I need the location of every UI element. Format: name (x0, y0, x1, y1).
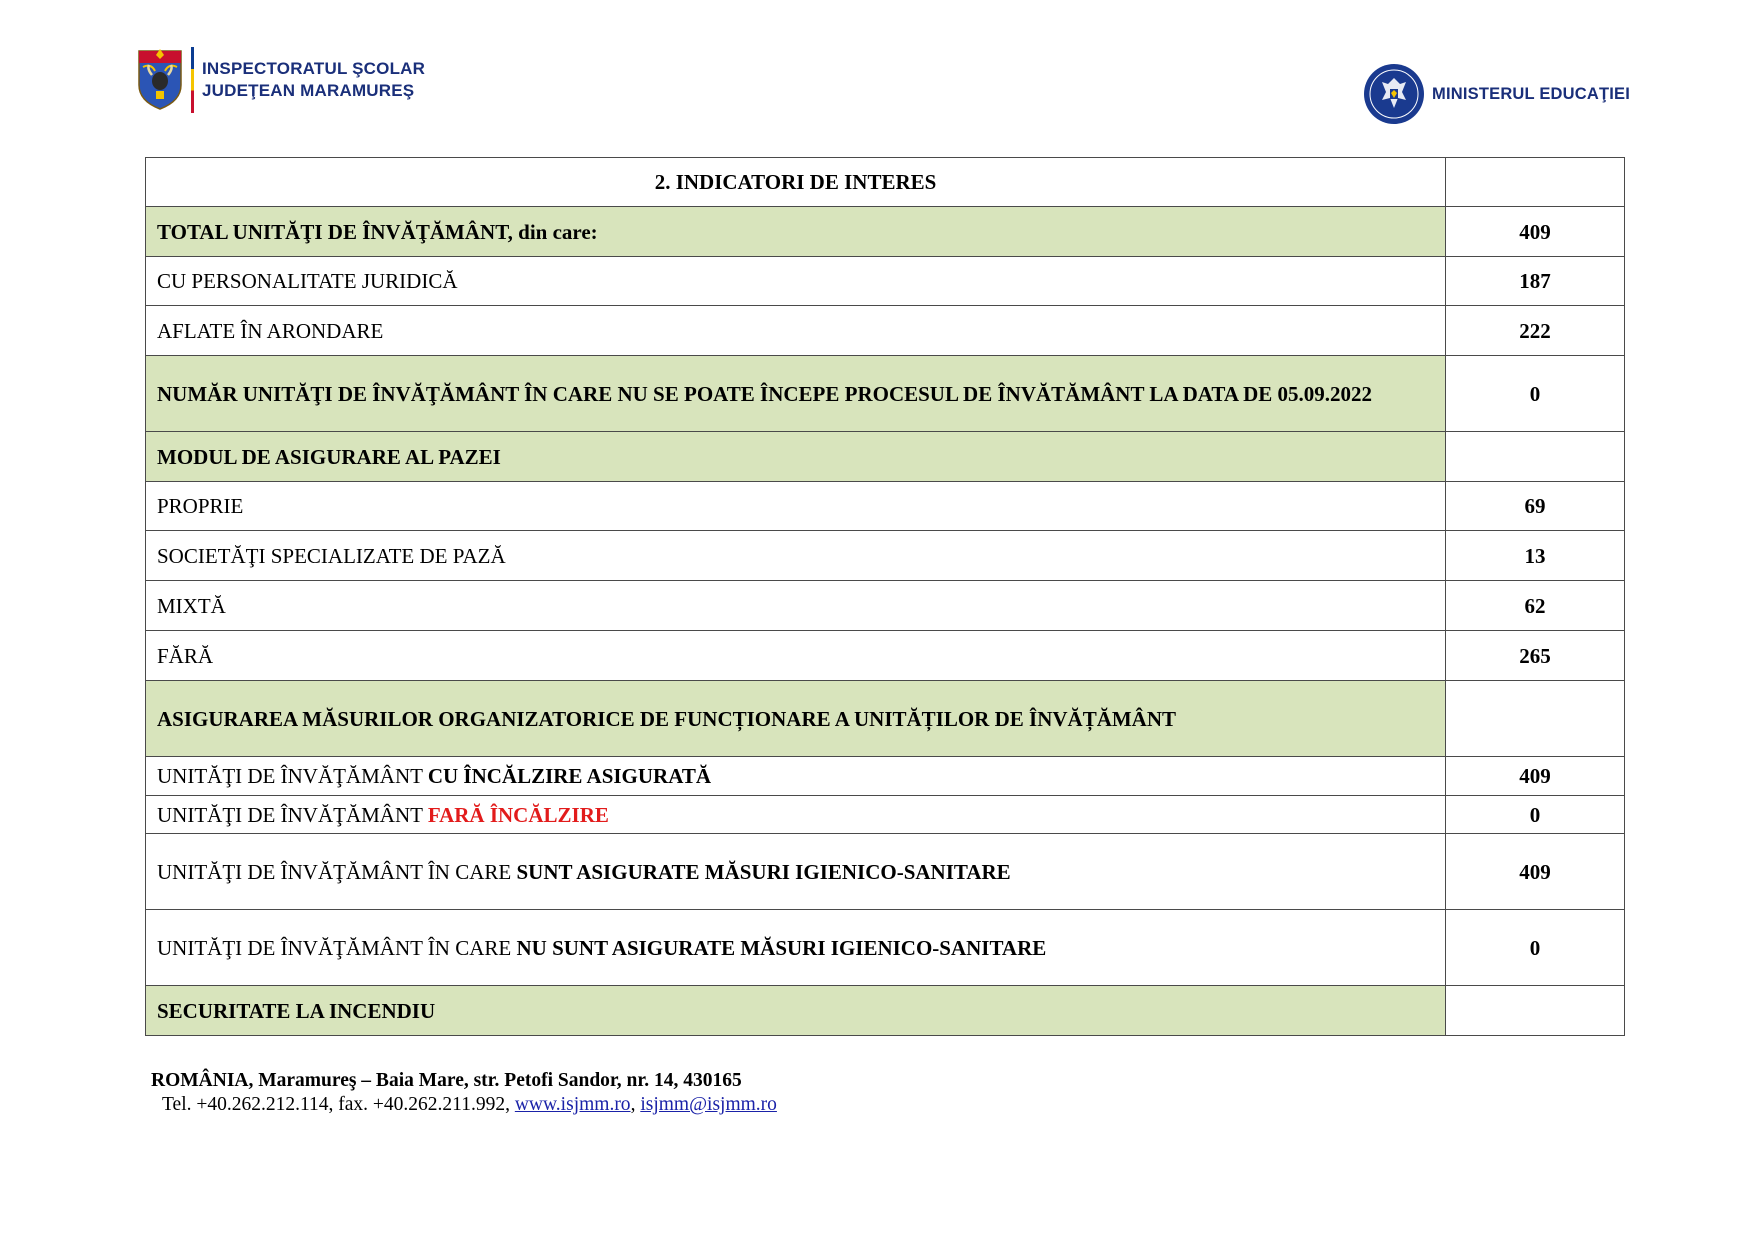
row-label: SECURITATE LA INCENDIU (146, 986, 1446, 1036)
institution-line-2: JUDEŢEAN MARAMUREŞ (202, 81, 415, 100)
government-seal-icon (1362, 62, 1426, 126)
table-row (146, 207, 1625, 257)
row-label (146, 757, 1446, 796)
table-row (146, 986, 1625, 1036)
row-label: AFLATE ÎN ARONDARE (146, 306, 1446, 356)
row-value: 0 (1446, 356, 1625, 432)
row-value (1446, 681, 1625, 757)
row-value: 409 (1446, 757, 1625, 796)
table-row (146, 581, 1625, 631)
footer-address: ROMÂNIA, Maramureş – Baia Mare, str. Petofi Sandor, nr. 14, 430165 (151, 1070, 742, 1091)
row-label: PROPRIE (146, 482, 1446, 531)
maramures-coat-of-arms-icon (137, 49, 183, 111)
table-title-row (146, 158, 1625, 207)
table-row (146, 631, 1625, 681)
row-value: 0 (1446, 910, 1625, 986)
row-label-emphasis: FARĂ ÎNCĂLZIRE (427, 802, 609, 827)
row-value (1446, 986, 1625, 1036)
row-value: 0 (1446, 796, 1625, 834)
row-label: SOCIETĂŢI SPECIALIZATE DE PAZĂ (146, 531, 1446, 581)
ministry-header (1362, 62, 1630, 126)
table-row (146, 356, 1625, 432)
footer-contact (151, 1093, 777, 1117)
row-label: FĂRĂ (146, 631, 1446, 681)
row-value: 265 (1446, 631, 1625, 681)
ministry-name: MINISTERUL EDUCAŢIEI (1432, 84, 1631, 103)
institution-name (202, 58, 425, 102)
row-label-prefix: UNITĂŢI DE ÎNVĂŢĂMÂNT ÎN CARE (157, 859, 517, 884)
row-label: MIXTĂ (146, 581, 1446, 631)
table-title: 2. INDICATORI DE INTERES (146, 158, 1446, 207)
table-row (146, 432, 1625, 482)
email-link[interactable]: isjmm@isjmm.ro (640, 1094, 777, 1115)
footer (151, 1069, 777, 1117)
table-row (146, 257, 1625, 306)
row-value: 222 (1446, 306, 1625, 356)
row-label: CU PERSONALITATE JURIDICĂ (146, 257, 1446, 306)
isj-header (137, 47, 425, 113)
row-label-emphasis: CU ÎNCĂLZIRE ASIGURATĂ (427, 764, 711, 788)
row-value: 409 (1446, 834, 1625, 910)
table-row (146, 531, 1625, 581)
row-value: 69 (1446, 482, 1625, 531)
footer-phone-fax: Tel. +40.262.212.114, fax. +40.262.211.992, (162, 1094, 515, 1115)
row-label: TOTAL UNITĂŢI DE ÎNVĂŢĂMÂNT, din care: (146, 207, 1446, 257)
row-value: 13 (1446, 531, 1625, 581)
row-label-emphasis: NU SUNT ASIGURATE MĂSURI IGIENICO-SANITARE (516, 935, 1047, 960)
table-title-value-cell (1446, 158, 1625, 207)
row-value: 62 (1446, 581, 1625, 631)
table-row (146, 796, 1625, 834)
row-label-prefix: UNITĂŢI DE ÎNVĂŢĂMÂNT ÎN CARE (157, 935, 517, 960)
institution-line-1: INSPECTORATUL ŞCOLAR (202, 59, 426, 78)
flag-bar (191, 47, 194, 113)
row-label (146, 796, 1446, 834)
row-label (146, 910, 1446, 986)
row-value: 187 (1446, 257, 1625, 306)
table-row (146, 306, 1625, 356)
row-value: 409 (1446, 207, 1625, 257)
table-row (146, 834, 1625, 910)
row-label: MODUL DE ASIGURARE AL PAZEI (146, 432, 1446, 482)
indicators-table (145, 157, 1625, 1036)
row-label: ASIGURAREA MĂSURILOR ORGANIZATORICE DE FUNCȚIONARE A UNITĂȚILOR DE ÎNVĂȚĂMÂNT (146, 681, 1446, 757)
row-label-prefix: UNITĂŢI DE ÎNVĂŢĂMÂNT (157, 764, 428, 788)
row-label-emphasis: SUNT ASIGURATE MĂSURI IGIENICO-SANITARE (516, 859, 1011, 884)
row-label (146, 834, 1446, 910)
table-row (146, 482, 1625, 531)
row-value (1446, 432, 1625, 482)
footer-separator: , (630, 1094, 641, 1115)
row-label: NUMĂR UNITĂŢI DE ÎNVĂŢĂMÂNT ÎN CARE NU SE POATE ÎNCEPE PROCESUL DE ÎNVĂTĂMÂNT LA DATA DE 05.09.2022 (146, 356, 1446, 432)
table-row (146, 910, 1625, 986)
table-row (146, 757, 1625, 796)
website-link[interactable]: www.isjmm.ro (514, 1094, 631, 1115)
table-row (146, 681, 1625, 757)
row-label-prefix: UNITĂŢI DE ÎNVĂŢĂMÂNT (157, 802, 428, 827)
